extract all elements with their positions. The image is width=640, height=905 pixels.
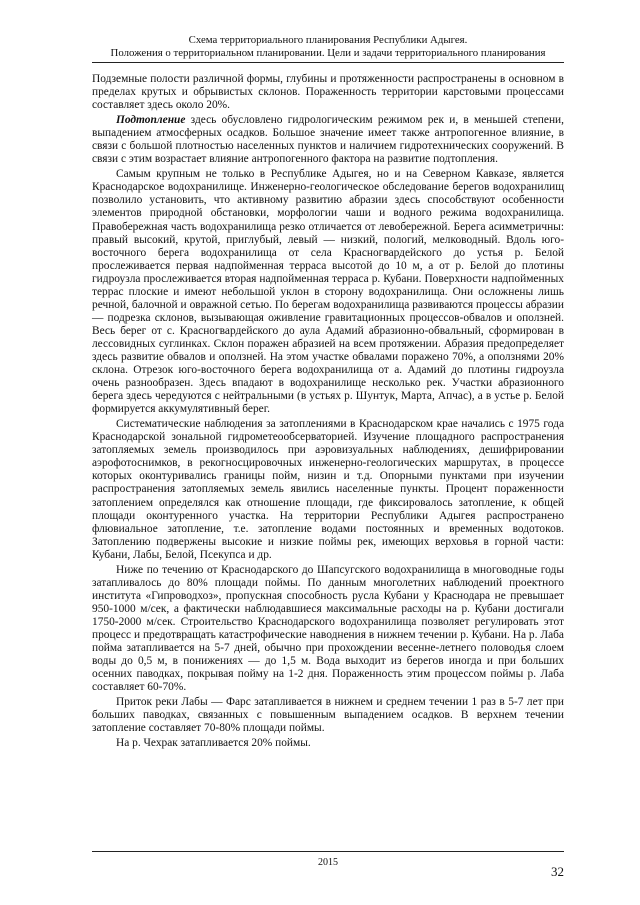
paragraph-text: здесь обусловлено гидрологическим режимом рек и, в меньшей степени, выпадением атмосферных осадков. Большое значение имеет также антропогенное влияние, в связи с большой плотностью населенных пунктов и наличием гидротехнических сооружений. В связи с этим возрастает влияние антропогенного фактора на развитие подтопления. [92,114,564,166]
paragraph: Подземные полости различной формы, глубины и протяженности распространены в основном в пределах крутых и обрывистых склонов. Пораженность территории карстовыми процессами составляет здесь около 20%. [92,73,564,112]
header-title-line1: Схема территориального планирования Республики Адыгея. [188,34,468,46]
paragraph [92,114,564,166]
term-podtoplenie: Подтопление [116,114,186,127]
header-title-line2: Положения о территориальном планировании. Цели и задачи территориального планирования [110,46,546,59]
paragraph: На р. Чехрак затапливается 20% поймы. [116,737,311,750]
paragraph: Систематические наблюдения за затоплениями в Краснодарском крае начались с 1975 года Краснодарской зональной гидрометеообсерваторией. Изучение площадного распространения затопляемых земель производилось при аэровизуальных наблюдениях, дешифрировании аэрофотоснимков, в рекогносцировочных инженерно-геологических маршрутах, в процессе которых оконтуривались границы пойм, низин и т.д. Опорными пунктами при изучении распространения затопляемых земель явились населенные пункты. Процент пораженности затоплением определялся как отношение площади, где фиксировалось затопление, к общей площади оконтуренного участка. На территории Республики Адыгея распространено флювиальное затопление, т.е. затопление водами постоянных и временных водотоков. Затоплению подвержены высокие и низкие поймы рек, имеющих верховья в горной части: Кубани, Лабы, Белой, Псекупса и др. [92,418,564,561]
paragraph: Самым крупным не только в Республике Адыгея, но и на Северном Кавказе, является Краснодарское водохранилище. Инженерно-геологическое обследование берегов водохранилищ позволило установить, что активному развитию абразии здесь способствуют особенности элементов природной обстановки, морфологии чаши и водного режима водохранилища. Правобережная часть водохранилища резко отличается от левобережной. Берега асимметричны: правый высокий, крутой, приглубый, левый — низкий, пологий, мелководный. Вдоль юго-восточного берега водохранилища от села Красногвардейского до устья р. Белой прослеживается первая надпойменная терраса высотой до 10 м, а от р. Белой до плотины гидроузла прослеживается вторая надпойменная терраса р. Кубани. Поверхности надпойменных террас плоские и имеют небольшой уклон в сторону водохранилища. Они осложнены лишь речной, балочной и овражной сетью. По берегам водохранилища развиваются процессы абразии — подрезка склонов, вызывающая оживление гравитационных процессов-обвалов и оползней. Весь берег от с. Красногвардейского до аула Адамий абразионно-обвальный, сформирован в лессовидных суглинках. Склон поражен абразией на всем протяжении. Абразия предопределяет здесь развитие обвалов и оползней. На этом участке обвалами поражено 70%, а оползнями 20% склона. Отрезок юго-восточного берега водохранилища от а. Адамий до плотины гидроузла очень разнообразен. Здесь впадают в водохранилище несколько рек. Участки абразионного берега здесь чередуются с нейтральными (в устьях р. Шунтук, Марта, Апчас), а в устье р. Белой формируется аккумулятивный берег. [92,168,564,416]
page-number: 32 [551,864,564,879]
header-divider [92,62,564,63]
footer-year: 2015 [318,857,338,868]
page-body [92,73,564,752]
paragraph: Ниже по течению от Краснодарского до Шапсугского водохранилища в многоводные годы затапливалось до 80% площади поймы. По данным многолетних наблюдений проектного института «Гипроводхоз», пропускная способность русла Кубани у Краснодара не превышает 950-1000 м/сек, а фактически наблюдавшиеся максимальные расходы на р. Кубани достигали 1750-2000 м/сек. Строительство Краснодарского водохранилища позволяет регулировать этот процесс и предотвращать катастрофические наводнения в нижнем течении р. Кубани. На р. Лаба пойма затапливается на 5-7 дней, обычно при прохождении весенне-летнего половодья слоем воды до 0,5 м, в понижениях — до 1,5 м. Вода выходит из берегов иногда и при больших осенних паводках, покрывая пойму на 1-2 дня. Пораженность этим процессом поймы р. Лаба составляет 60-70%. [92,563,564,694]
footer-divider [92,851,564,852]
running-header [92,34,564,59]
paragraph: Приток реки Лабы — Фарс затапливается в нижнем и среднем течении 1 раз в 5-7 лет при больших паводках, связанных с повышенным выпадением осадков. В верхнем течении затопление составляет 70-80% площади поймы. [92,696,564,735]
